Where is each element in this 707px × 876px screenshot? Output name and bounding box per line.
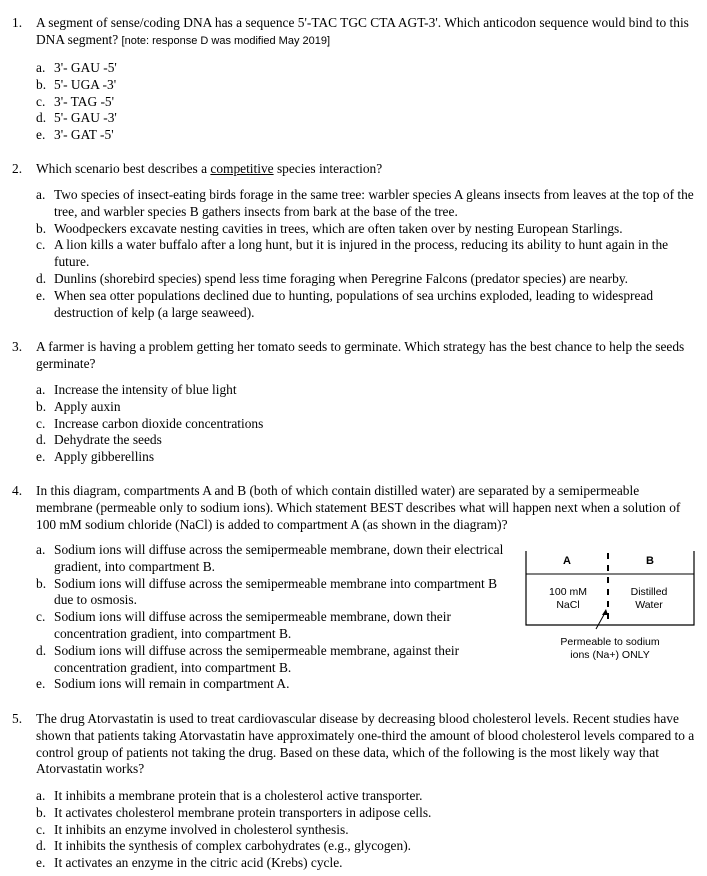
question-number: 4. bbox=[12, 483, 23, 498]
option-e[interactable]: e. Sodium ions will remain in compartment A. bbox=[36, 676, 290, 692]
question-number: 3. bbox=[12, 339, 23, 354]
membrane-caption: Permeable to sodium ions (Na+) ONLY bbox=[560, 636, 660, 661]
compartment-b-label: B bbox=[646, 555, 654, 567]
option-e[interactable]: e. 3'- GAT -5' bbox=[36, 127, 114, 143]
option-c[interactable]: c. Increase carbon dioxide concentrations bbox=[36, 415, 264, 431]
option-a[interactable]: a. Sodium ions will diffuse across the semipermeable membrane, down their electrical gradient, into compartment B. bbox=[36, 542, 504, 574]
option-a[interactable]: a. It inhibits a membrane protein that is a cholesterol active transporter. bbox=[36, 788, 423, 803]
option-b[interactable]: b. Woodpeckers excavate nesting cavities in trees, which are often taken over by nesting European Starlings. bbox=[36, 220, 623, 236]
option-c[interactable]: c. 3'- TAG -5' bbox=[36, 93, 115, 109]
option-a[interactable]: a. Two species of insect-eating birds forage in the same tree: warbler species A gleans insects from leaves at the top of the tree, and warbler species B gathers insects from bark at the base of the tree. bbox=[36, 187, 694, 219]
options-q4 bbox=[36, 542, 506, 693]
membrane-diagram bbox=[522, 549, 698, 669]
compartment-b-solution: Distilled Water bbox=[630, 586, 668, 611]
options-q1 bbox=[36, 60, 700, 144]
option-d[interactable]: d. Sodium ions will diffuse across the semipermeable membrane, against their concentration gradient, into compartment B. bbox=[36, 642, 460, 675]
option-c[interactable]: c. It inhibits an enzyme involved in cholesterol synthesis. bbox=[36, 821, 349, 837]
question-text bbox=[36, 15, 696, 50]
question-text: In this diagram, compartments A and B (both of which contain distilled water) are separated by a semipermeable membrane (permeable only to sodium ions). Which statement BEST describes what will happen next when a solution of 100 mM sodium chloride (NaCl) is added to compartment A (as shown in the diagram)? bbox=[36, 483, 681, 532]
option-e[interactable]: e. It activates an enzyme in the citric acid (Krebs) cycle. bbox=[36, 855, 343, 871]
option-d[interactable]: d. 5'- GAU -3' bbox=[36, 110, 117, 126]
option-d[interactable]: d. Dunlins (shorebird species) spend less time foraging when Peregrine Falcons (predator species) are nearby. bbox=[36, 270, 628, 286]
question-text: The drug Atorvastatin is used to treat cardiovascular disease by decreasing blood cholesterol levels. Recent studies have shown that patients taking Atorvastatin have approximately one-third the amount of blood cholesterol levels compared to a control group of patients not taking the drug. Based on these data, which of the following is the most likely way that Atorvastatin works? bbox=[36, 711, 695, 777]
option-a[interactable]: a. Increase the intensity of blue light bbox=[36, 382, 237, 397]
option-c[interactable]: c. A lion kills a water buffalo after a long hunt, but it is injured in the process, reducing its ability to hunt again in the future. bbox=[36, 237, 669, 270]
option-c[interactable]: c. Sodium ions will diffuse across the semipermeable membrane, down their concentration gradient, into compartment B. bbox=[36, 609, 451, 641]
question-number: 2. bbox=[12, 161, 23, 176]
question-text: A farmer is having a problem getting her tomato seeds to germinate. Which strategy has the best chance to help the seeds germinate? bbox=[36, 339, 685, 371]
option-b[interactable]: b. It activates cholesterol membrane protein transporters in adipose cells. bbox=[36, 804, 432, 820]
underlined-word: competitive bbox=[210, 161, 274, 176]
option-b[interactable]: b. Apply auxin bbox=[36, 398, 121, 414]
question-number: 5. bbox=[12, 711, 23, 726]
compartment-a-label: A bbox=[563, 555, 571, 567]
options-q2 bbox=[36, 187, 700, 321]
revision-note: [note: response D was modified May 2019] bbox=[121, 34, 331, 47]
option-e[interactable]: e. When sea otter populations declined due to hunting, populations of sea urchins exploded, leading to widespread destruction of kelp (a large seaweed). bbox=[36, 287, 654, 320]
option-d[interactable]: d. Dehydrate the seeds bbox=[36, 432, 162, 448]
option-d[interactable]: d. It inhibits the synthesis of complex carbohydrates (e.g., glycogen). bbox=[36, 838, 411, 854]
question-text: Which scenario best describes a competitive species interaction? bbox=[36, 161, 383, 176]
question-stem: A segment of sense/coding DNA has a sequence 5'-TAC TGC CTA AGT-3'. Which anticodon sequence would bind to this DNA segment? bbox=[36, 15, 689, 47]
option-e[interactable]: e. Apply gibberellins bbox=[36, 449, 155, 465]
option-b[interactable]: b. 5'- UGA -3' bbox=[36, 76, 117, 92]
pointer-arrowhead bbox=[602, 609, 608, 615]
option-a[interactable]: a. 3'- GAU -5' bbox=[36, 60, 117, 75]
question-number: 1. bbox=[12, 15, 23, 30]
options-q5 bbox=[36, 788, 700, 872]
options-q3 bbox=[36, 382, 700, 466]
compartment-a-solution: 100 mM NaCl bbox=[549, 586, 587, 611]
option-b[interactable]: b. Sodium ions will diffuse across the semipermeable membrane into compartment B due to osmosis. bbox=[36, 575, 498, 608]
